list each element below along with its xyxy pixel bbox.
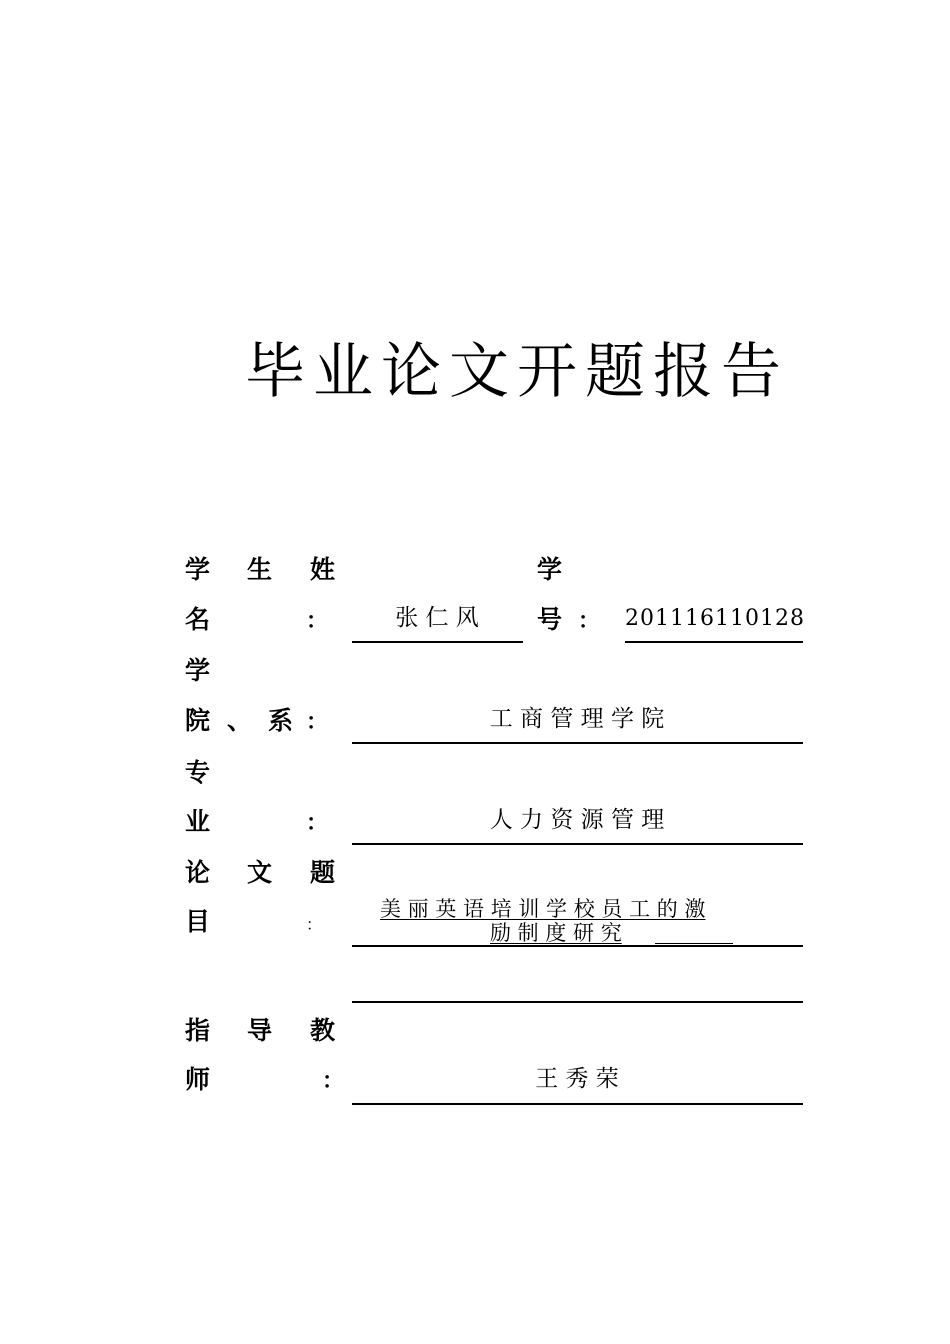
major-value: 人 力 资 源 管 理 — [489, 807, 665, 833]
advisor-label-char-1: 指 — [185, 1016, 211, 1045]
advisor-label-char-4: 师 — [185, 1065, 211, 1094]
name-label-char-3: 姓 — [310, 555, 336, 584]
id-colon: ： — [578, 609, 601, 634]
name-label-char-1: 学 — [185, 555, 211, 584]
department-value: 工 商 管 理 学 院 — [489, 706, 665, 732]
thesis-title-underline-1 — [352, 945, 803, 947]
major-underline — [352, 843, 803, 845]
dept-label-char-2: 院 — [185, 706, 211, 735]
dept-label-char-4: 系 — [268, 706, 294, 735]
dept-colon: ： — [306, 710, 329, 735]
thesis-colon: ： — [306, 915, 323, 934]
major-colon: ： — [306, 811, 329, 836]
thesis-label-char-2: 文 — [247, 858, 273, 887]
advisor-underline — [352, 1103, 803, 1105]
student-id-value: 201116110128 — [625, 606, 805, 631]
advisor-label-char-3: 教 — [310, 1016, 336, 1045]
thesis-title-line-2: 励 制 度 研 究 — [490, 921, 622, 945]
name-label-char-4: 名 — [185, 605, 211, 634]
major-label-char-2: 业 — [185, 807, 211, 836]
department-underline — [352, 742, 803, 744]
thesis-title-underline-2 — [352, 1001, 803, 1003]
student-name-underline — [352, 641, 523, 643]
page-title: 毕业论文开题报告 — [245, 337, 789, 407]
name-colon: ： — [306, 609, 329, 634]
thesis-title-line-2-fill — [655, 943, 733, 944]
name-label-char-2: 生 — [247, 555, 273, 584]
advisor-value: 王 秀 荣 — [535, 1066, 619, 1092]
thesis-label-char-4: 目 — [185, 907, 211, 936]
dept-label-char-1: 学 — [185, 656, 211, 685]
advisor-colon: ： — [322, 1069, 345, 1094]
advisor-label-char-2: 导 — [247, 1016, 273, 1045]
dept-label-char-3: 、 — [227, 706, 253, 735]
id-label-char-1: 学 — [537, 555, 563, 584]
student-name-value: 张 仁 风 — [395, 605, 479, 631]
major-label-char-1: 专 — [185, 758, 211, 787]
thesis-title-line-1: 美 丽 英 语 培 训 学 校 员 工 的 激 — [380, 897, 706, 921]
thesis-label-char-1: 论 — [185, 858, 211, 887]
student-id-underline — [625, 641, 803, 643]
thesis-label-char-3: 题 — [310, 858, 336, 887]
id-label-char-2: 号 — [537, 605, 563, 634]
